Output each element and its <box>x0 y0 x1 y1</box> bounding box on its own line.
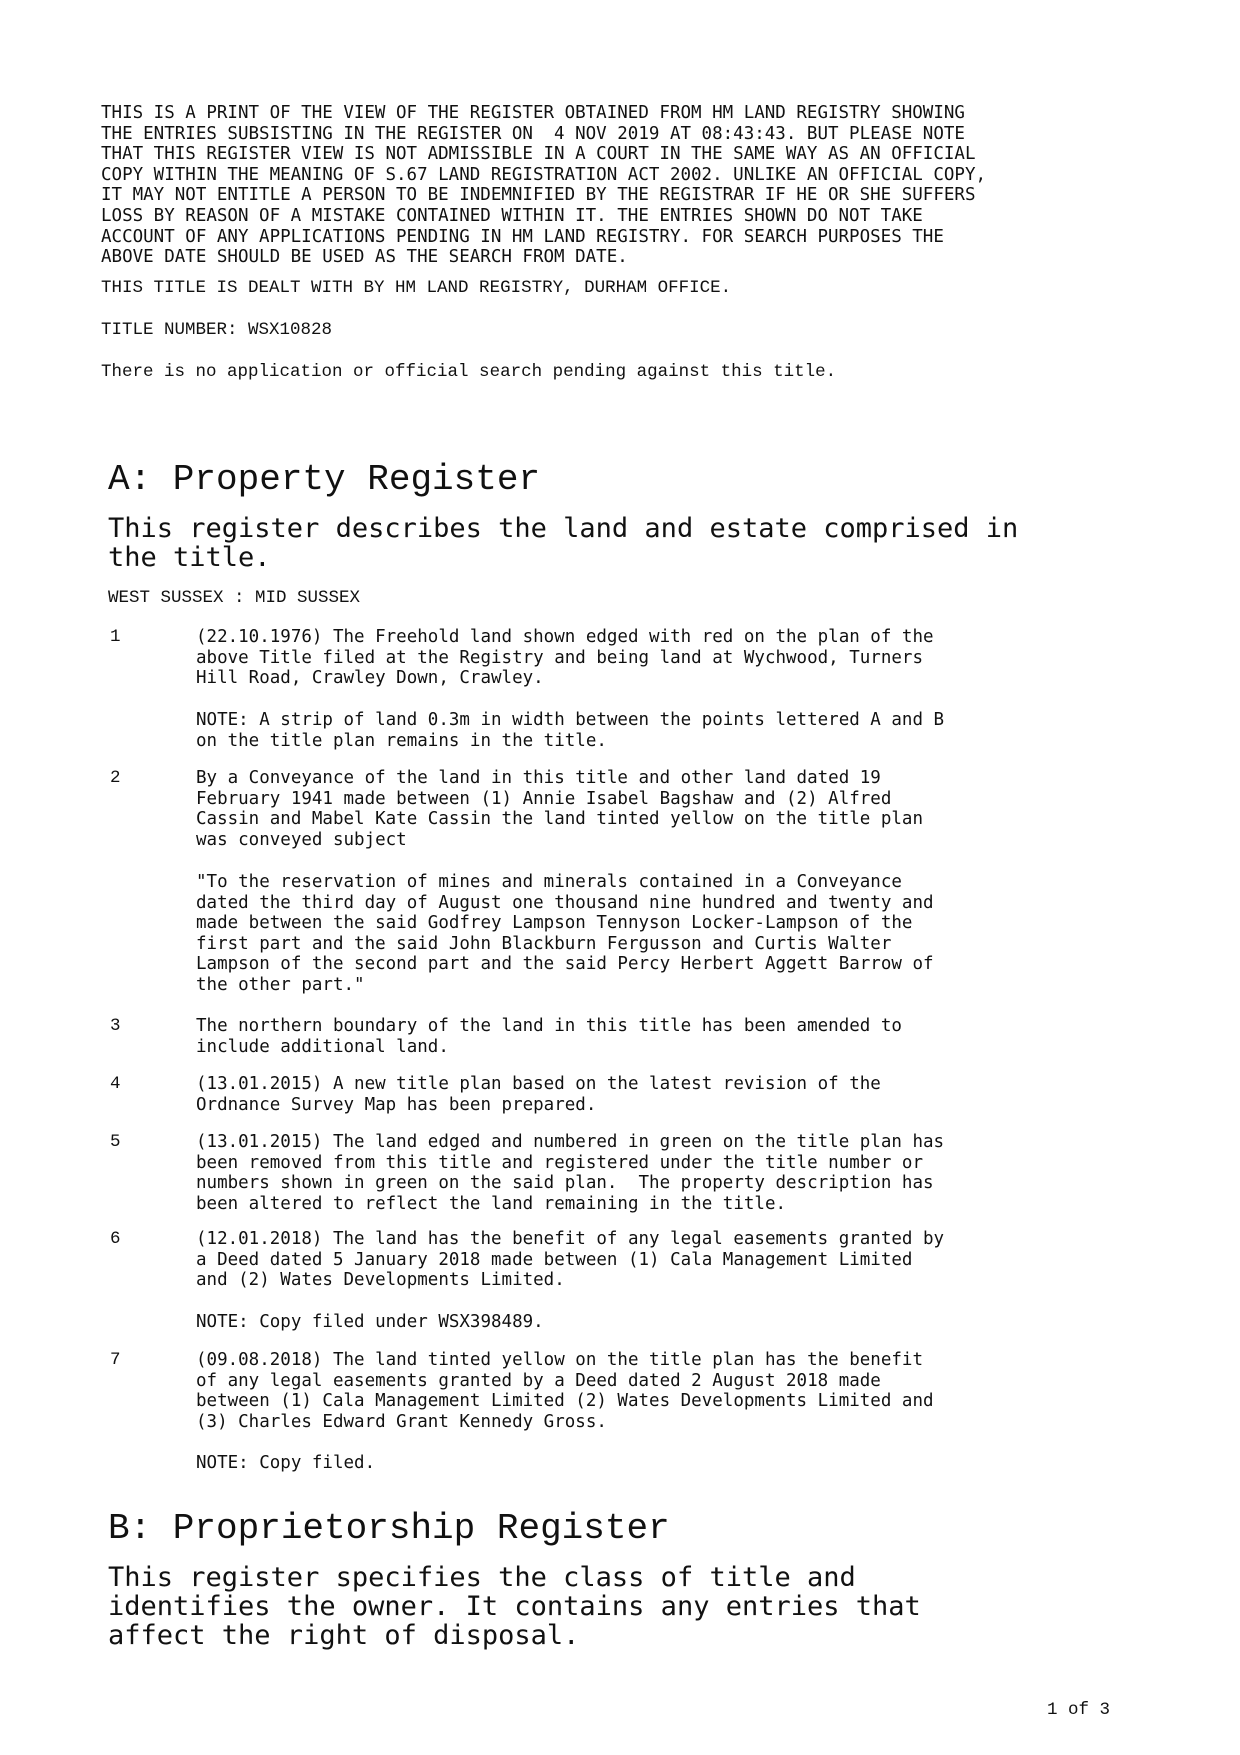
entry-number: 1 <box>110 627 121 647</box>
entry-text: (12.01.2018) The land has the benefit of any legal easements granted by a Deed dated 5 January 2018 made between (1) Cala Management Limited and (2) Wates Developments Limited. <box>196 1229 945 1291</box>
register-view-notice: THIS IS A PRINT OF THE VIEW OF THE REGISTER OBTAINED FROM HM LAND REGISTRY SHOWING THE ENTRIES SUBSISTING IN THE REGISTER ON 4 NOV 2019 AT 08:43:43. BUT PLEASE NOTE THAT THIS REGISTER VIEW IS NOT ADMISSIBLE IN A COURT IN THE SAME WAY AS AN OFFICIAL COPY WITHIN THE MEANING OF S.67 LAND REGISTRATION ACT 2002. UNLIKE AN OFFICIAL COPY, IT MAY NOT ENTITLE A PERSON TO BE INDEMNIFIED BY THE REGISTRAR IF HE OR SHE SUFFERS LOSS BY REASON OF A MISTAKE CONTAINED WITHIN IT. THE ENTRIES SHOWN DO NOT TAKE ACCOUNT OF ANY APPLICATIONS PENDING IN HM LAND REGISTRY. FOR SEARCH PURPOSES THE ABOVE DATE SHOULD BE USED AS THE SEARCH FROM DATE. <box>101 103 987 268</box>
entry-text: (09.08.2018) The land tinted yellow on the title plan has the benefit of any legal easements granted by a Deed dated 2 August 2018 made between (1) Cala Management Limited (2) Wates Developments Limited and (3) Charles Edward Grant Kennedy Gross. <box>196 1350 934 1432</box>
entry-number: 7 <box>110 1350 121 1370</box>
entry-text: (13.01.2015) A new title plan based on the latest revision of the Ordnance Survey Map has been prepared. <box>196 1074 881 1115</box>
entry-note: NOTE: Copy filed. <box>196 1453 376 1473</box>
county-district: WEST SUSSEX : MID SUSSEX <box>108 588 361 608</box>
entry-note: NOTE: A strip of land 0.3m in width between the points lettered A and B on the title plan remains in the title. <box>196 710 945 751</box>
entry-number: 6 <box>110 1229 121 1249</box>
property-register-description: This register describes the land and estate comprised in the title. <box>108 513 1019 573</box>
dealing-office: THIS TITLE IS DEALT WITH BY HM LAND REGISTRY, DURHAM OFFICE. <box>101 278 732 298</box>
entry-number: 3 <box>110 1016 121 1036</box>
proprietorship-register-description: This register specifies the class of title and identifies the owner. It contains any entries that affect the right of disposal. <box>108 1562 921 1651</box>
entry-text: By a Conveyance of the land in this title and other land dated 19 February 1941 made between (1) Annie Isabel Bagshaw and (2) Alfred Cassin and Mabel Kate Cassin the land tinted yellow on the title plan was conveyed subject <box>196 768 923 850</box>
entry-text: (13.01.2015) The land edged and numbered in green on the title plan has been removed from this title and registered under the title number or numbers shown in green on the said plan. The property description has been altered to reflect the land remaining in the title. <box>196 1132 945 1214</box>
entry-quotation: "To the reservation of mines and minerals contained in a Conveyance dated the third day of August one thousand nine hundred and twenty and made between the said Godfrey Lampson Tennyson Locker-Lampson of the first part and the said John Blackburn Fergusson and Curtis Walter Lampson of the second part and the said Percy Herbert Aggett Barrow of the other part." <box>196 872 934 995</box>
proprietorship-register-heading: B: Proprietorship Register <box>108 1508 670 1549</box>
entry-text: (22.10.1976) The Freehold land shown edged with red on the plan of the above Title filed at the Registry and being land at Wychwood, Turners Hill Road, Crawley Down, Crawley. <box>196 627 934 689</box>
property-register-heading: A: Property Register <box>108 459 541 500</box>
title-number: TITLE NUMBER: WSX10828 <box>101 320 333 340</box>
entry-number: 2 <box>110 768 121 788</box>
entry-number: 5 <box>110 1132 121 1152</box>
entry-number: 4 <box>110 1074 121 1094</box>
entry-note: NOTE: Copy filed under WSX398489. <box>196 1312 544 1332</box>
page-number: 1 of 3 <box>1047 1700 1111 1720</box>
entry-text: The northern boundary of the land in this title has been amended to include additional land. <box>196 1016 902 1057</box>
pending-status: There is no application or official search pending against this title. <box>101 362 837 382</box>
